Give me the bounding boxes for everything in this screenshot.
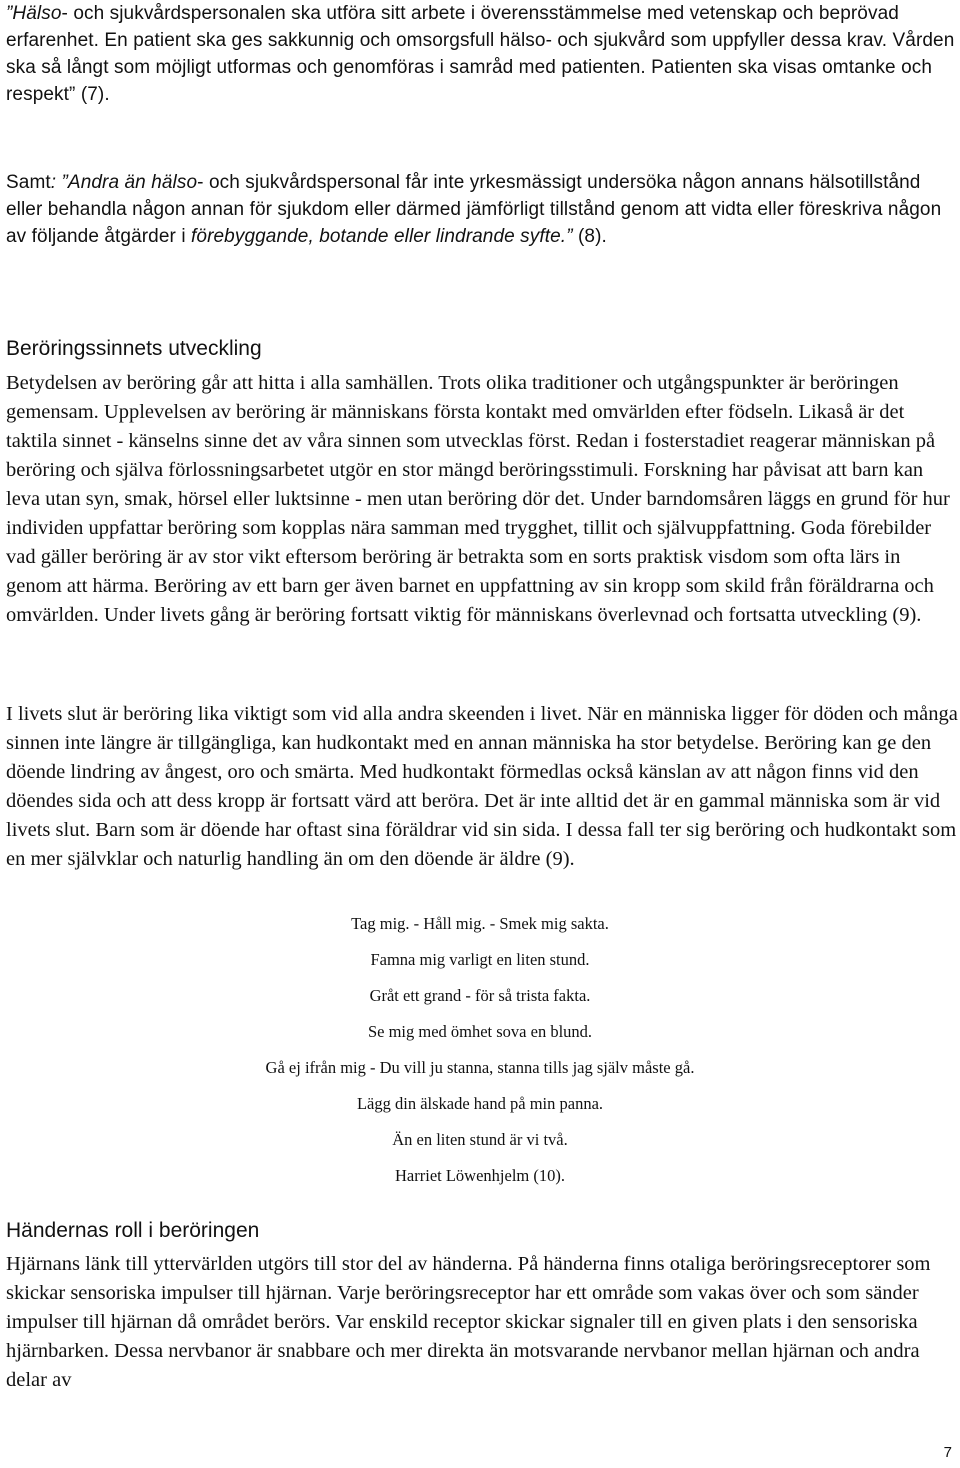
page-number: 7 [943, 1444, 952, 1461]
poem-line: Tag mig. - Håll mig. - Smek mig sakta. [351, 914, 609, 933]
section1-paragraph-1: Betydelsen av beröring går att hitta i alla samhällen. Trots olika traditioner och utgångspunkter är beröringen gemensam. Upplevelsen av beröring är människans första kontakt med omvärlden efter födseln. Likaså är det taktila sinnet - känselns sinne det av våra sinnen som utvecklas först. Redan i fosterstadiet reagerar människan på beröring och själva förlossningsarbetet utgör en stor mängd beröringsstimuli. Forskning har påvisat att barn kan leva utan syn, smak, hörsel eller luktsinne - men utan beröring dör det. Under barndomsåren läggs en grund för hur individen uppfattar beröring som kopplas nära samman med trygghet, tillit och självuppfattning. Goda förebilder vad gäller beröring är av stor vikt eftersom beröring är betrakta som en sorts praktisk visdom som ofta lärs in genom att härma. Beröring av ett barn ger även barnet en uppfattning av sin kropp som skild från föräldrarna och omvärlden. Under livets gång är beröring fortsatt viktig för människans överlevnad och fortsatta utveckling (9). [6, 372, 950, 626]
intro-paragraph-1-text: - och sjukvårdspersonalen ska utföra sitt arbete i överensstämmelse med vetenskap och beprövad erfarenhet. En patient ska ges sakkunnig och omsorgsfull hälso- och sjukvård som uppfyller dessa krav. Vården ska så långt som möjligt utformas och genomföras i samråd med patienten. Patienten ska visas omtanke och respekt” (7). [6, 3, 955, 105]
intro-paragraph-2-quote-end: förebyggande, botande eller lindrande syfte.” [191, 226, 573, 247]
intro-paragraph-1 [6, 0, 956, 108]
section1-paragraph-2: I livets slut är beröring lika viktigt som vid alla andra skeenden i livet. När en människa ligger för döden och många sinnen inte längre är tillgängliga, kan hudkontakt med en annan människa ha stor betydelse. Beröring kan ge den döende lindring av ångest, oro och smärta. Med hudkontakt förmedlas också känslan av att någon finns vid den döendes sida och att dess kropp är fortsatt värd att beröra. Det är inte alltid det är en gammal människa som är vid livets slut. Barn som är döende har oftast sina föräldrar vid sin sida. I dessa fall ter sig beröring och hudkontakt som en mer självklar och naturlig handling än om den döende är äldre (9). [6, 703, 958, 870]
intro-paragraph-2-citation: (8). [572, 226, 607, 247]
intro-paragraph-2-lead: Samt [6, 172, 51, 193]
poem-line: Lägg din älskade hand på min panna. [356, 1094, 604, 1113]
poem [0, 906, 960, 1194]
intro-paragraph-2 [6, 169, 956, 250]
section-heading-hands-role: Händernas roll i beröringen [6, 1219, 260, 1242]
poem-line: Famna mig varligt en liten stund. [370, 950, 590, 969]
poem-line: Gråt ett grand - för så trista fakta. [369, 986, 591, 1005]
poem-line: Än en liten stund är vi två. [392, 1130, 568, 1149]
poem-author: Harriet Löwenhjelm (10). [395, 1166, 565, 1185]
intro-paragraph-2-text: - och sjukvårdspersonal får inte yrkesmässigt undersöka någon annans hälsotillstånd eller behandla någon annan för sjukdom eller därmed jämförligt tillstånd genom att vidta eller föreskriva någon av följande åtgärder i [6, 172, 942, 247]
intro-paragraph-2-quote: : ”Andra än hälso [50, 172, 198, 193]
poem-line: Gå ej ifrån mig - Du vill ju stanna, stanna tills jag själv måste gå. [265, 1058, 695, 1077]
poem-line: Se mig med ömhet sova en blund. [367, 1022, 593, 1041]
intro-quote-start: ”Hälso [6, 3, 62, 24]
section-heading-touch-development: Beröringssinnets utveckling [6, 337, 262, 360]
section2-paragraph-1: Hjärnans länk till yttervärlden utgörs till stor del av händerna. På händerna finns otaliga beröringsreceptorer som skickar sensoriska impulser till hjärnan. Varje beröringsreceptor har ett område som vakas över och som sänder impulser till hjärnan då området berörs. Var enskild receptor skickar signaler till en given plats i den sensoriska hjärnbarken. Dessa nervbanor är snabbare och mer direkta än motsvarande nervbanor mellan hjärnan och andra delar av [6, 1253, 931, 1391]
